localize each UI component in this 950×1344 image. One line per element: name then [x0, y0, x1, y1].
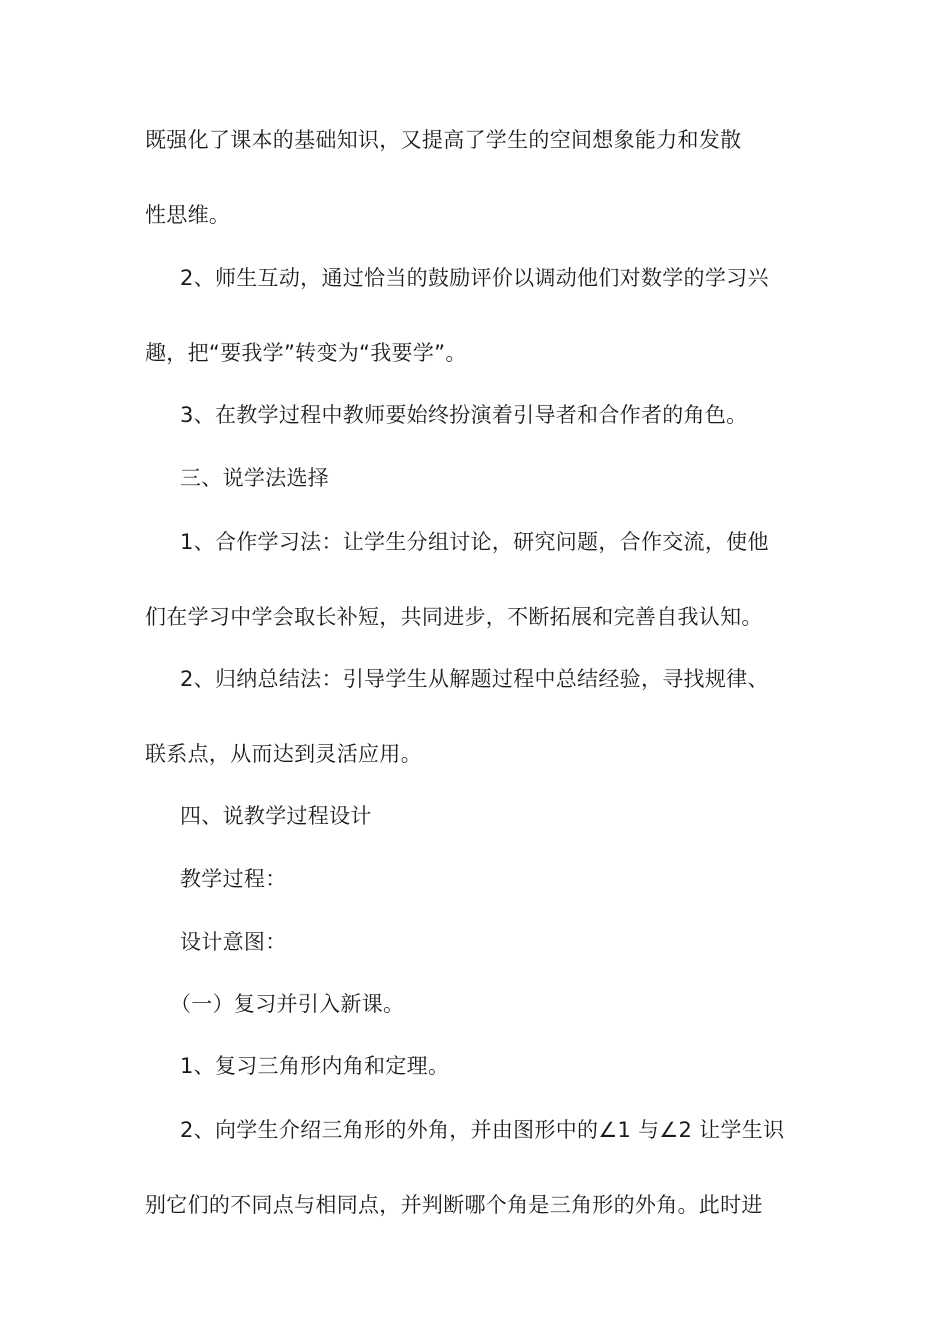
- paragraph-line: 1、复习三角形内角和定理。: [180, 1054, 450, 1078]
- paragraph-line: 2、师生互动，通过恰当的鼓励评价以调动他们对数学的学习兴: [180, 266, 769, 290]
- paragraph-line: 2、归纳总结法：引导学生从解题过程中总结经验，寻找规律、: [180, 667, 769, 691]
- paragraph-line: 设计意图：: [180, 930, 287, 954]
- paragraph-line: 2、向学生介绍三角形的外角，并由图形中的∠1 与∠2 让学生识: [180, 1118, 785, 1142]
- subsection-heading: （一）复习并引入新课。: [170, 992, 405, 1016]
- paragraph-line: 们在学习中学会取长补短，共同进步，不断拓展和完善自我认知。: [145, 605, 763, 629]
- section-heading: 四、说教学过程设计: [180, 804, 372, 828]
- section-heading: 三、说学法选择: [180, 466, 330, 490]
- paragraph-line: 别它们的不同点与相同点，并判断哪个角是三角形的外角。此时进: [145, 1193, 763, 1217]
- paragraph-line: 3、在教学过程中教师要始终扮演着引导者和合作者的角色。: [180, 403, 748, 427]
- paragraph-line: 性思维。: [145, 203, 231, 227]
- paragraph-line: 趣，把“要我学”转变为“我要学”。: [145, 341, 467, 365]
- paragraph-line: 教学过程：: [180, 867, 287, 891]
- paragraph-line: 既强化了课本的基础知识，又提高了学生的空间想象能力和发散: [145, 128, 742, 152]
- paragraph-line: 联系点，从而达到灵活应用。: [145, 742, 422, 766]
- paragraph-line: 1、合作学习法：让学生分组讨论，研究问题，合作交流，使他: [180, 530, 769, 554]
